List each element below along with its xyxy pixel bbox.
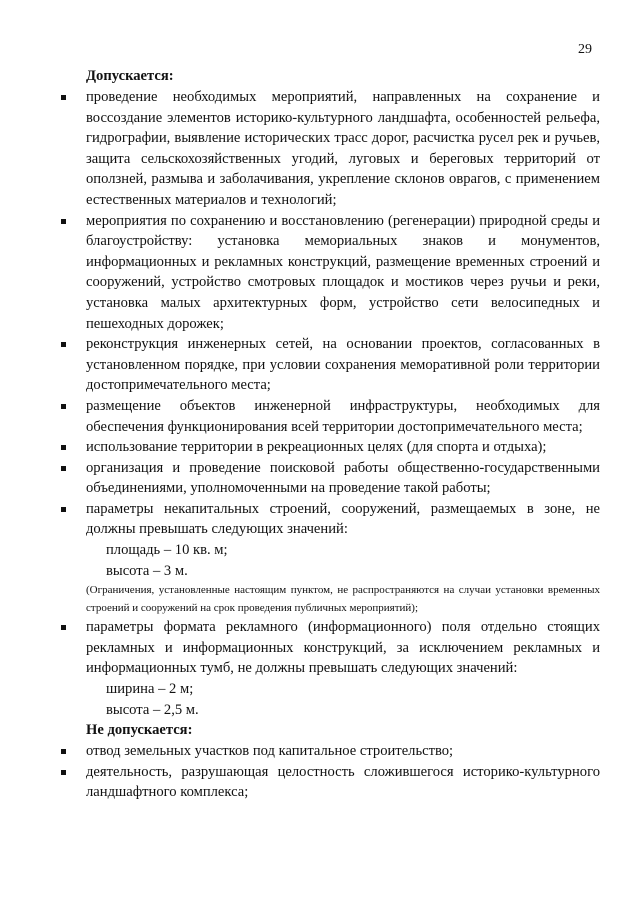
prohibited-heading: Не допускается:: [86, 722, 193, 739]
param-line: площадь – 10 кв. м;: [106, 542, 228, 559]
list-item: [60, 396, 600, 437]
list-item-text: деятельность, разрушающая целостность сложившегося историко-культурного ландшафтного комплекса;: [86, 763, 600, 801]
param-line: высота – 2,5 м.: [106, 701, 199, 718]
page-number: 29: [578, 42, 592, 57]
bullet-icon: [61, 219, 66, 224]
list-item-text: использование территории в рекреационных целях (для спорта и отдыха);: [86, 439, 547, 456]
note-text: (Ограничения, установленные настоящим пунктом, не распространяются на случаи установки временных строений и сооружений на срок проведения публичных мероприятий);: [86, 584, 600, 615]
list-item: [60, 762, 600, 803]
list-item: [60, 499, 600, 540]
bullet-icon: [61, 95, 66, 100]
allowed-heading: Допускается:: [86, 68, 174, 84]
param-line: высота – 3 м.: [106, 562, 188, 579]
list-item: [60, 211, 600, 335]
list-item-text: отвод земельных участков под капитальное строительство;: [86, 743, 454, 760]
list-item: [60, 458, 600, 499]
bullet-icon: [61, 342, 66, 347]
bullet-icon: [61, 625, 66, 630]
bullet-icon: [61, 466, 66, 471]
list-item-text: реконструкция инженерных сетей, на основании проектов, согласованных в установленном порядке, при условии сохранения меморативной роли территории достопримечательного места;: [86, 336, 600, 394]
bullet-icon: [61, 749, 66, 754]
list-item: [60, 617, 600, 679]
list-item: [60, 87, 600, 211]
bullet-icon: [61, 404, 66, 409]
list-item: [60, 741, 600, 762]
bullet-icon: [61, 507, 66, 512]
list-item-text: проведение необходимых мероприятий, направленных на сохранение и воссоздание элементов историко-культурного ландшафта, особенностей рельефа, гидрографии, выявление исторических трасс дорог, расчистка русел рек и ручьев, защита сельскохозяйственных угодий, луговых и береговых территорий от оползней, размыва и заболачивания, укрепление склонов оврагов, с применением естественных материалов и технологий;: [86, 89, 600, 208]
bullet-icon: [61, 445, 66, 450]
document-body: [60, 66, 600, 803]
list-item-text: параметры некапитальных строений, сооружений, размещаемых в зоне, не должны превышать следующих значений:: [86, 500, 600, 538]
list-item: [60, 437, 600, 458]
list-item-text: мероприятия по сохранению и восстановлению (регенерации) природной среды и благоустройству: установка мемориальных знаков и монументов, информационных и рекламных конструкций, размещение временных строений и сооружений, устройство смотровых площадок и мостиков через ручьи и реки, установка малых архитектурных форм, устройство сети велосипедных и пешеходных дорожек;: [86, 212, 600, 332]
list-item-text: организация и проведение поисковой работы общественно-государственными объединениями, уполномоченными на проведение такой работы;: [86, 459, 600, 497]
list-item-text: параметры формата рекламного (информационного) поля отдельно стоящих рекламных и информационных конструкций, за исключением рекламных и информационных тумб, не должны превышать следующих значений:: [86, 619, 600, 677]
list-item: [60, 334, 600, 396]
list-item-text: размещение объектов инженерной инфраструктуры, необходимых для обеспечения функционирования всей территории достопримечательного места;: [86, 397, 600, 435]
param-line: ширина – 2 м;: [106, 681, 194, 698]
bullet-icon: [61, 770, 66, 775]
